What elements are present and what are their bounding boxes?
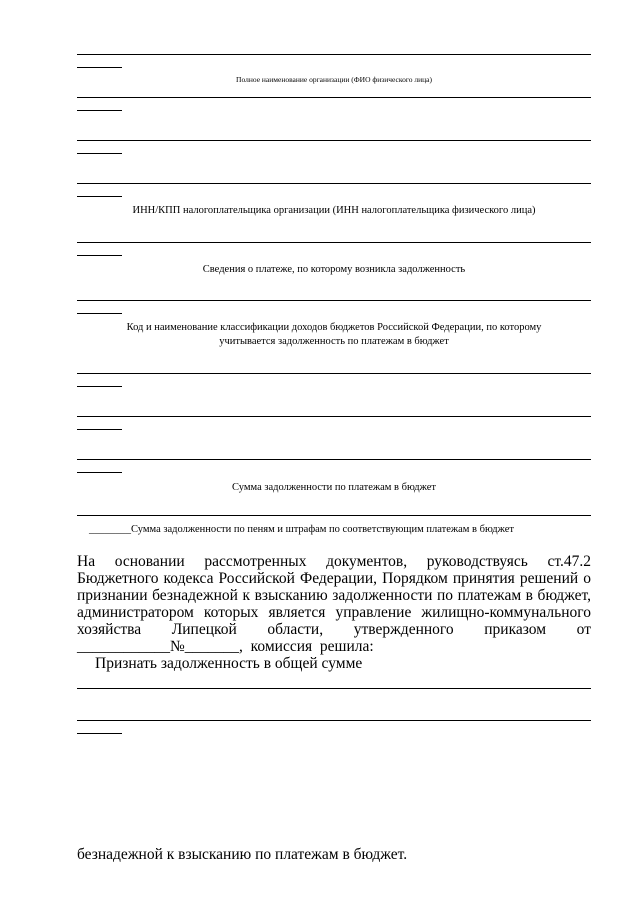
caption-penalty-sum <box>89 523 591 537</box>
final-statement: безнадежной к взысканию по платежам в бюджет. <box>77 846 408 863</box>
caption-inn-kpp: ИНН/КПП налогоплательщика организации (ИНН налогоплательщика физического лица) <box>132 205 536 216</box>
penalty-label: Сумма задолженности по пеням и штрафам по соответствующим платежам в бюджет <box>131 524 514 535</box>
decision-line-5: хозяйства Липецкой области, утвержденного приказом от <box>77 621 591 638</box>
decision-line-6: ____________№_______, комиссия решила: <box>77 638 374 655</box>
caption-code-line-2: учитывается задолженность по платежам в бюджет <box>219 336 449 347</box>
caption-debt-sum: Сумма задолженности по платежам в бюджет <box>232 482 436 493</box>
caption-org-name: Полное наименование организации (ФИО физического лица) <box>236 75 432 84</box>
penalty-blank: ________ <box>89 524 131 535</box>
caption-code-line-1: Код и наименование классификации доходов бюджетов Российской Федерации, по которому <box>126 322 542 333</box>
decision-line-4: администратором которых является управление жилищно-коммунального <box>77 604 591 621</box>
decision-line-2: Бюджетного кодекса Российской Федерации, Порядком принятия решений о <box>77 570 591 587</box>
recognize-line: Признать задолженность в общей сумме <box>95 655 363 672</box>
decision-paragraph <box>77 553 591 672</box>
decision-line-1: На основании рассмотренных документов, руководствуясь ст.47.2 <box>77 553 591 570</box>
decision-line-3: признании безнадежной к взысканию задолженности по платежам в бюджет, <box>77 587 591 604</box>
caption-payment-info: Сведения о платеже, по которому возникла задолженность <box>202 264 466 275</box>
